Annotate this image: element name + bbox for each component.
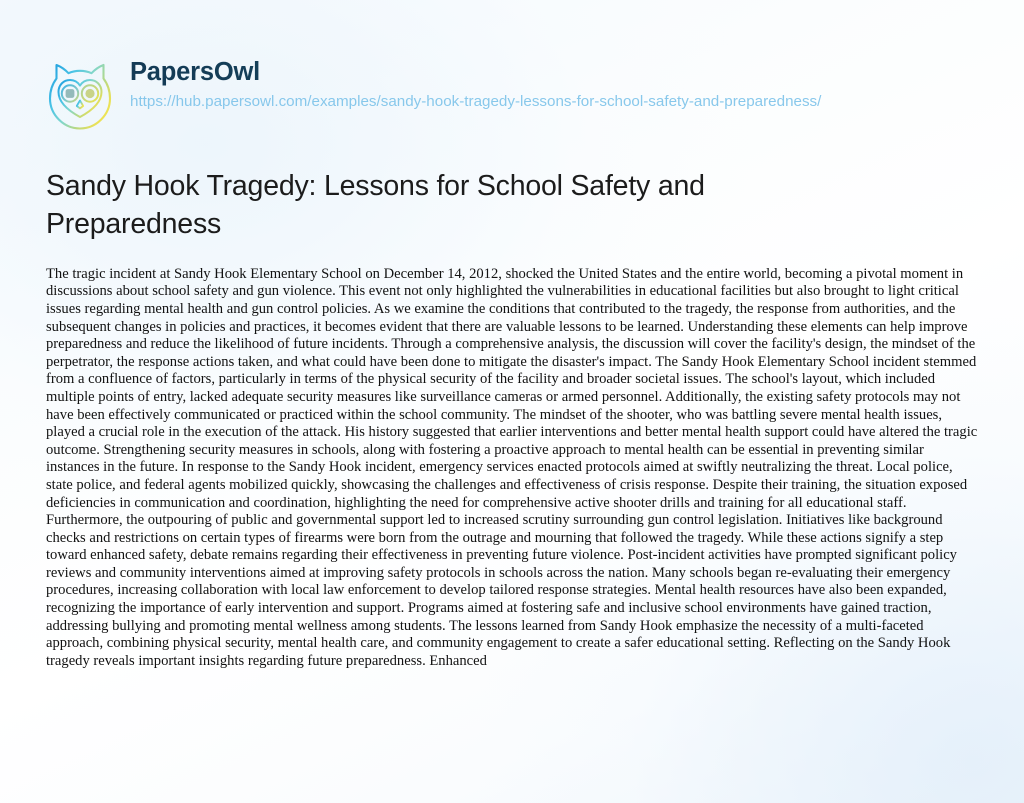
site-header: [46, 56, 976, 134]
brand-name: PapersOwl: [130, 58, 976, 87]
article-paragraph: The tragic incident at Sandy Hook Elementary School on December 14, 2012, shocked the United States and the entire world, becoming a pivotal moment in discussions about school safety and gun violence. This event not only highlighted the vulnerabilities in educational facilities but also brought to light critical issues regarding mental health and gun control policies. As we examine the conditions that contributed to the tragedy, the response from authorities, and the subsequent changes in policies and practices, it becomes evident that there are valuable lessons to be learned. Understanding these elements can help improve preparedness and reduce the likelihood of future incidents. Through a comprehensive analysis, the discussion will cover the facility's design, the mindset of the perpetrator, the response actions taken, and what could have been done to mitigate the disaster's impact. The Sandy Hook Elementary School incident stemmed from a confluence of factors, particularly in terms of the physical security of the facility and broader societal issues. The school's layout, which included multiple points of entry, lacked adequate security measures like surveillance cameras or armed personnel. Additionally, the existing safety protocols may not have been effectively communicated or practiced within the school community. The mindset of the shooter, who was battling severe mental health issues, played a crucial role in the execution of the attack. His history suggested that earlier interventions and better mental health support could have altered the tragic outcome. Strengthening security measures in schools, along with fostering a proactive approach to mental health can be essential in preventing similar instances in the future. In response to the Sandy Hook incident, emergency services enacted protocols aimed at swiftly neutralizing the threat. Local police, state police, and federal agents mobilized quickly, showcasing the challenges and effectiveness of crisis response. Despite their training, the situation exposed deficiencies in communication and coordination, highlighting the need for comprehensive active shooter drills and training for all educational staff. Furthermore, the outpouring of public and governmental support led to increased scrutiny surrounding gun control legislation. Initiatives like background checks and restrictions on certain types of firearms were born from the outrage and mourning that followed the tragedy. While these actions signify a step toward enhanced safety, debate remains regarding their effectiveness in preventing future violence. Post-incident activities have prompted significant policy reviews and community interventions aimed at improving safety protocols in schools across the nation. Many schools began re-evaluating their emergency procedures, increasing collaboration with local law enforcement to develop tailored response strategies. Mental health resources have also been expanded, recognizing the importance of early intervention and support. Programs aimed at fostering safe and inclusive school environments have gained traction, addressing bullying and promoting mental wellness among students. The lessons learned from Sandy Hook emphasize the necessity of a multi-faceted approach, combining physical security, mental health care, and community engagement to create a safer educational setting. Reflecting on the Sandy Hook tragedy reveals important insights regarding future preparedness. Enhanced: [46, 265, 978, 669]
owl-icon: [46, 60, 114, 134]
article: [46, 168, 978, 670]
article-body: [46, 266, 978, 671]
page-url[interactable]: https://hub.papersowl.com/examples/sandy-hook-tragedy-lessons-for-school-safety-and-preparedness/: [130, 92, 822, 110]
page-title: Sandy Hook Tragedy: Lessons for School Safety and Preparedness: [46, 170, 705, 240]
brand-block: [130, 56, 976, 112]
